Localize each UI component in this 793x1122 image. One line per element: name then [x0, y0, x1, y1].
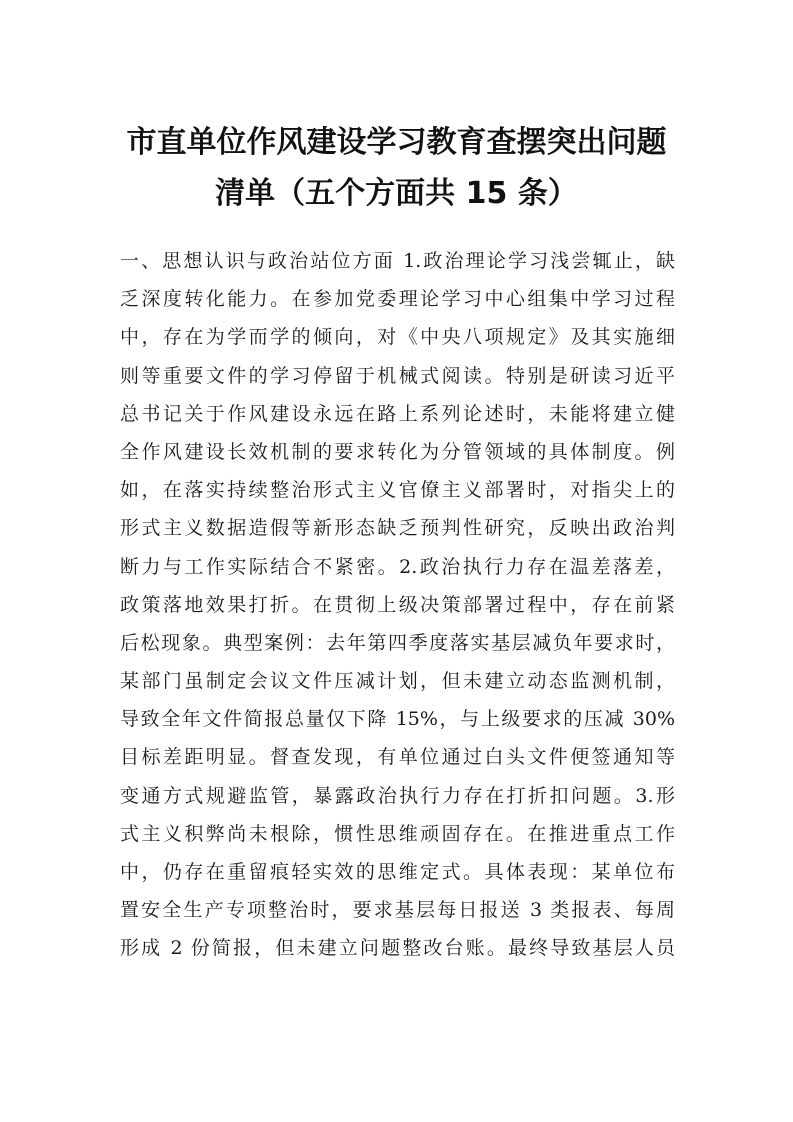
body-line: 如，在落实持续整治形式主义官僚主义部署时，对指尖上的	[120, 479, 675, 502]
body-line: 形成 2 份简报，但未建立问题整改台账。最终导致基层人员	[120, 937, 675, 960]
body-line: 中，存在为学而学的倾向，对《中央八项规定》及其实施细	[120, 326, 675, 349]
document-title-line-1: 市直单位作风建设学习教育查摆突出问题	[126, 125, 667, 160]
body-line: 式主义积弊尚未根除，惯性思维顽固存在。在推进重点工作	[120, 822, 675, 845]
body-line: 一、思想认识与政治站位方面 1.政治理论学习浅尝辄止，缺	[120, 250, 675, 272]
document-title-line-2: 清单（五个方面共 15 条）	[215, 176, 578, 211]
body-line: 形式主义数据造假等新形态缺乏预判性研究，反映出政治判	[120, 517, 675, 540]
body-line: 中，仍存在重留痕轻实效的思维定式。具体表现：某单位布	[120, 861, 675, 883]
body-line: 后松现象。典型案例：去年第四季度落实基层减负年要求时，	[120, 631, 675, 654]
body-line: 政策落地效果打折。在贯彻上级决策部署过程中，存在前紧	[120, 593, 675, 616]
body-line: 总书记关于作风建设永远在路上系列论述时，未能将建立健	[120, 402, 675, 425]
body-line: 某部门虽制定会议文件压减计划，但未建立动态监测机制，	[120, 670, 675, 693]
body-line: 则等重要文件的学习停留于机械式阅读。特别是研读习近平	[120, 364, 675, 387]
document-body	[120, 242, 675, 968]
body-line: 乏深度转化能力。在参加党委理论学习中心组集中学习过程	[120, 288, 675, 311]
body-line: 全作风建设长效机制的要求转化为分管领域的具体制度。例	[120, 440, 675, 463]
body-line: 导致全年文件简报总量仅下降 15%，与上级要求的压减 30%	[120, 708, 675, 731]
body-line: 断力与工作实际结合不紧密。2.政治执行力存在温差落差，	[120, 555, 675, 578]
body-line: 变通方式规避监管，暴露政治执行力存在打折扣问题。3.形	[120, 784, 675, 807]
body-line: 置安全生产专项整治时，要求基层每日报送 3 类报表、每周	[120, 899, 675, 922]
body-line: 目标差距明显。督查发现，有单位通过白头文件便签通知等	[120, 746, 675, 769]
